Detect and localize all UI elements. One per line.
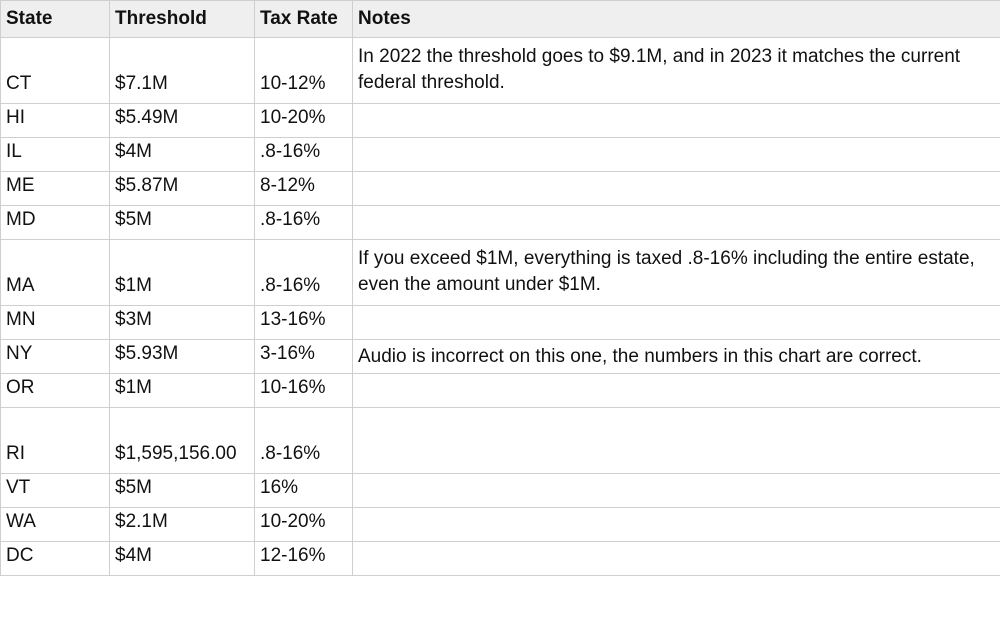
cell-threshold[interactable]: $5M	[110, 206, 255, 240]
cell-tax-rate[interactable]: .8-16%	[255, 138, 353, 172]
table-row	[1, 408, 1000, 474]
cell-state[interactable]: IL	[1, 138, 110, 172]
cell-threshold[interactable]: $4M	[110, 542, 255, 576]
cell-threshold[interactable]: $7.1M	[110, 38, 255, 104]
cell-state[interactable]: WA	[1, 508, 110, 542]
table-row	[1, 172, 1000, 206]
cell-notes[interactable]	[353, 104, 1000, 138]
cell-notes[interactable]	[353, 542, 1000, 576]
table-row	[1, 240, 1000, 306]
cell-threshold[interactable]: $5.49M	[110, 104, 255, 138]
table-row	[1, 206, 1000, 240]
cell-tax-rate[interactable]: .8-16%	[255, 240, 353, 306]
cell-state[interactable]: NY	[1, 340, 110, 374]
cell-tax-rate[interactable]: 10-12%	[255, 38, 353, 104]
cell-notes[interactable]	[353, 206, 1000, 240]
cell-notes[interactable]	[353, 172, 1000, 206]
cell-state[interactable]: MD	[1, 206, 110, 240]
cell-tax-rate[interactable]: 3-16%	[255, 340, 353, 374]
cell-state[interactable]: HI	[1, 104, 110, 138]
cell-tax-rate[interactable]: .8-16%	[255, 206, 353, 240]
table-row	[1, 374, 1000, 408]
cell-tax-rate[interactable]: 13-16%	[255, 306, 353, 340]
cell-threshold[interactable]: $5.93M	[110, 340, 255, 374]
cell-state[interactable]: MN	[1, 306, 110, 340]
header-cell-notes[interactable]: Notes	[353, 1, 1000, 38]
cell-notes[interactable]: If you exceed $1M, everything is taxed .8-16% including the entire estate, even the amount under $1M.	[353, 240, 1000, 306]
cell-threshold[interactable]: $3M	[110, 306, 255, 340]
cell-notes[interactable]	[353, 138, 1000, 172]
table-row	[1, 38, 1000, 104]
header-row	[1, 1, 1000, 38]
cell-threshold[interactable]: $1M	[110, 240, 255, 306]
cell-state[interactable]: RI	[1, 408, 110, 474]
cell-notes[interactable]	[353, 508, 1000, 542]
cell-notes[interactable]	[353, 408, 1000, 474]
cell-threshold[interactable]: $2.1M	[110, 508, 255, 542]
cell-state[interactable]: MA	[1, 240, 110, 306]
cell-state[interactable]: OR	[1, 374, 110, 408]
header-cell-threshold[interactable]: Threshold	[110, 1, 255, 38]
table-row	[1, 474, 1000, 508]
cell-state[interactable]: DC	[1, 542, 110, 576]
table-row	[1, 104, 1000, 138]
cell-tax-rate[interactable]: 12-16%	[255, 542, 353, 576]
table-row	[1, 508, 1000, 542]
cell-tax-rate[interactable]: 16%	[255, 474, 353, 508]
cell-notes[interactable]: Audio is incorrect on this one, the numbers in this chart are correct.	[353, 340, 1000, 374]
cell-tax-rate[interactable]: 10-20%	[255, 104, 353, 138]
cell-threshold[interactable]: $1M	[110, 374, 255, 408]
table-row	[1, 340, 1000, 374]
cell-state[interactable]: CT	[1, 38, 110, 104]
cell-notes[interactable]	[353, 374, 1000, 408]
table-row	[1, 306, 1000, 340]
table-row	[1, 542, 1000, 576]
cell-notes[interactable]	[353, 474, 1000, 508]
cell-tax-rate[interactable]: .8-16%	[255, 408, 353, 474]
header-cell-tax-rate[interactable]: Tax Rate	[255, 1, 353, 38]
cell-tax-rate[interactable]: 8-12%	[255, 172, 353, 206]
cell-threshold[interactable]: $5M	[110, 474, 255, 508]
cell-state[interactable]: VT	[1, 474, 110, 508]
header-cell-state[interactable]: State	[1, 1, 110, 38]
cell-notes[interactable]: In 2022 the threshold goes to $9.1M, and in 2023 it matches the current federal threshold.	[353, 38, 1000, 104]
cell-threshold[interactable]: $5.87M	[110, 172, 255, 206]
cell-threshold[interactable]: $4M	[110, 138, 255, 172]
cell-state[interactable]: ME	[1, 172, 110, 206]
cell-tax-rate[interactable]: 10-20%	[255, 508, 353, 542]
table-row	[1, 138, 1000, 172]
cell-tax-rate[interactable]: 10-16%	[255, 374, 353, 408]
cell-notes[interactable]	[353, 306, 1000, 340]
cell-threshold[interactable]: $1,595,156.00	[110, 408, 255, 474]
